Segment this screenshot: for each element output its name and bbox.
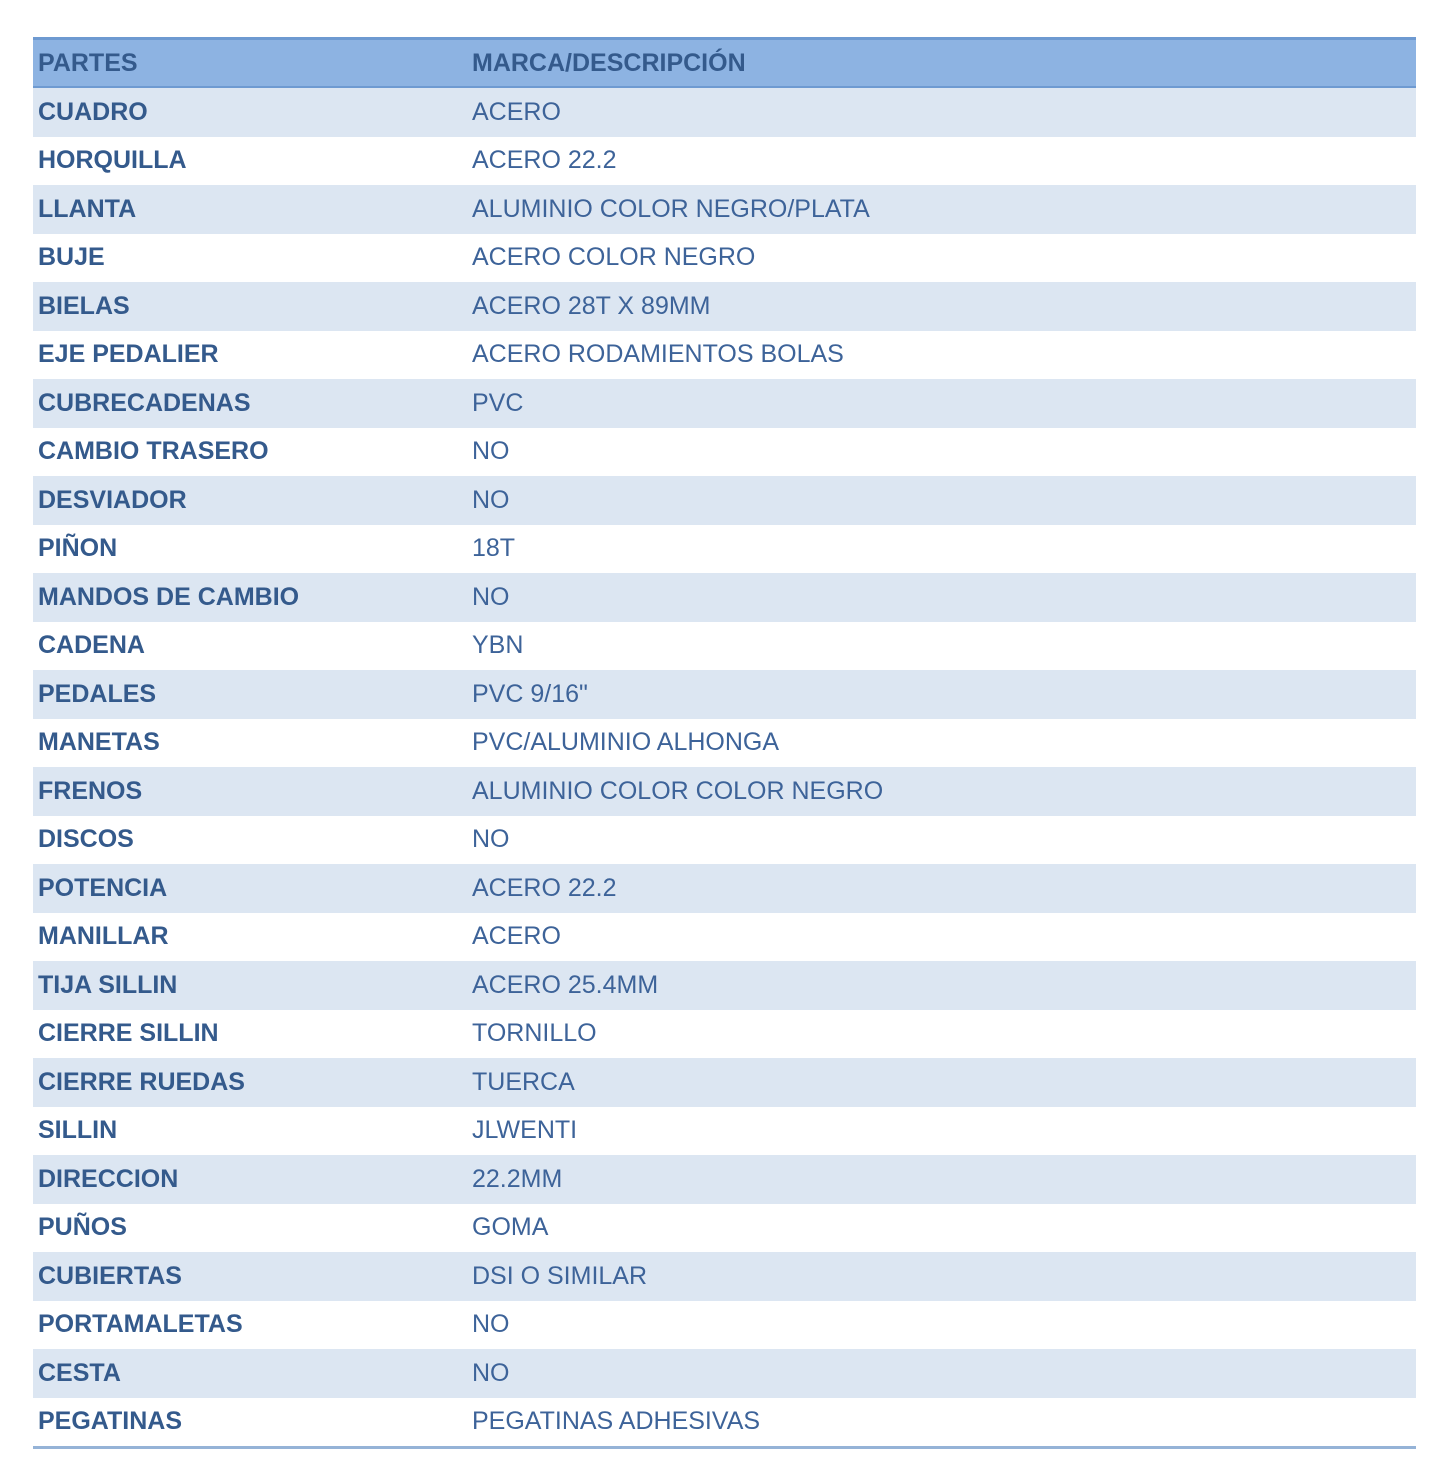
- part-description-cell: ALUMINIO COLOR COLOR NEGRO: [467, 767, 1416, 816]
- table-row: [33, 573, 1416, 622]
- part-description-cell: ACERO 22.2: [467, 864, 1416, 913]
- part-name-cell: TIJA SILLIN: [33, 961, 467, 1010]
- part-name-cell: DISCOS: [33, 816, 467, 865]
- part-description-cell: 22.2MM: [467, 1155, 1416, 1204]
- part-description-cell: NO: [467, 428, 1416, 477]
- table-row: [33, 622, 1416, 671]
- table-row: [33, 525, 1416, 574]
- part-description-cell: ACERO: [467, 87, 1416, 137]
- table-row: [33, 331, 1416, 380]
- table-row: [33, 476, 1416, 525]
- part-description-cell: ALUMINIO COLOR NEGRO/PLATA: [467, 185, 1416, 234]
- part-description-cell: NO: [467, 1349, 1416, 1398]
- part-name-cell: PUÑOS: [33, 1204, 467, 1253]
- table-row: [33, 816, 1416, 865]
- table-row: [33, 670, 1416, 719]
- part-description-cell: TORNILLO: [467, 1010, 1416, 1059]
- part-name-cell: BUJE: [33, 234, 467, 283]
- part-name-cell: DIRECCION: [33, 1155, 467, 1204]
- part-description-cell: ACERO COLOR NEGRO: [467, 234, 1416, 283]
- part-name-cell: LLANTA: [33, 185, 467, 234]
- table-header-row: [33, 39, 1416, 88]
- table-row: [33, 185, 1416, 234]
- table-row: [33, 1058, 1416, 1107]
- part-name-cell: PORTAMALETAS: [33, 1301, 467, 1350]
- table-row: [33, 719, 1416, 768]
- part-description-cell: TUERCA: [467, 1058, 1416, 1107]
- header-marca-descripcion: MARCA/DESCRIPCIÓN: [467, 39, 1416, 88]
- part-description-cell: ACERO: [467, 913, 1416, 962]
- part-name-cell: HORQUILLA: [33, 137, 467, 186]
- part-name-cell: CUADRO: [33, 87, 467, 137]
- part-name-cell: POTENCIA: [33, 864, 467, 913]
- part-description-cell: 18T: [467, 525, 1416, 574]
- part-name-cell: MANILLAR: [33, 913, 467, 962]
- part-description-cell: PVC/ALUMINIO ALHONGA: [467, 719, 1416, 768]
- part-name-cell: CIERRE SILLIN: [33, 1010, 467, 1059]
- part-description-cell: JLWENTI: [467, 1107, 1416, 1156]
- part-name-cell: MANDOS DE CAMBIO: [33, 573, 467, 622]
- part-description-cell: PEGATINAS ADHESIVAS: [467, 1398, 1416, 1448]
- part-description-cell: ACERO RODAMIENTOS BOLAS: [467, 331, 1416, 380]
- part-description-cell: NO: [467, 573, 1416, 622]
- part-description-cell: DSI O SIMILAR: [467, 1252, 1416, 1301]
- part-name-cell: PEGATINAS: [33, 1398, 467, 1448]
- table-row: [33, 137, 1416, 186]
- part-description-cell: NO: [467, 476, 1416, 525]
- table-row: [33, 1107, 1416, 1156]
- table-row: [33, 1301, 1416, 1350]
- table-row: [33, 234, 1416, 283]
- part-description-cell: GOMA: [467, 1204, 1416, 1253]
- part-name-cell: PEDALES: [33, 670, 467, 719]
- part-name-cell: MANETAS: [33, 719, 467, 768]
- part-name-cell: PIÑON: [33, 525, 467, 574]
- header-partes: PARTES: [33, 39, 467, 88]
- part-description-cell: NO: [467, 1301, 1416, 1350]
- part-name-cell: DESVIADOR: [33, 476, 467, 525]
- part-description-cell: ACERO 25.4MM: [467, 961, 1416, 1010]
- table-row: [33, 1204, 1416, 1253]
- table-row: [33, 913, 1416, 962]
- table-row: [33, 1010, 1416, 1059]
- table-row: [33, 1398, 1416, 1448]
- table-row: [33, 379, 1416, 428]
- part-name-cell: FRENOS: [33, 767, 467, 816]
- table-body: [33, 87, 1416, 1448]
- part-name-cell: CIERRE RUEDAS: [33, 1058, 467, 1107]
- table-row: [33, 1252, 1416, 1301]
- part-description-cell: ACERO 28T X 89MM: [467, 282, 1416, 331]
- part-name-cell: CESTA: [33, 1349, 467, 1398]
- part-name-cell: SILLIN: [33, 1107, 467, 1156]
- table-row: [33, 428, 1416, 477]
- part-name-cell: CADENA: [33, 622, 467, 671]
- table-row: [33, 961, 1416, 1010]
- part-description-cell: YBN: [467, 622, 1416, 671]
- part-name-cell: EJE PEDALIER: [33, 331, 467, 380]
- table-row: [33, 864, 1416, 913]
- part-description-cell: ACERO 22.2: [467, 137, 1416, 186]
- table-row: [33, 282, 1416, 331]
- table-row: [33, 87, 1416, 137]
- part-name-cell: CUBIERTAS: [33, 1252, 467, 1301]
- table-row: [33, 1349, 1416, 1398]
- part-description-cell: NO: [467, 816, 1416, 865]
- specs-table: [33, 37, 1416, 1449]
- part-description-cell: PVC 9/16": [467, 670, 1416, 719]
- table-row: [33, 767, 1416, 816]
- part-name-cell: BIELAS: [33, 282, 467, 331]
- part-name-cell: CUBRECADENAS: [33, 379, 467, 428]
- part-description-cell: PVC: [467, 379, 1416, 428]
- part-name-cell: CAMBIO TRASERO: [33, 428, 467, 477]
- table-row: [33, 1155, 1416, 1204]
